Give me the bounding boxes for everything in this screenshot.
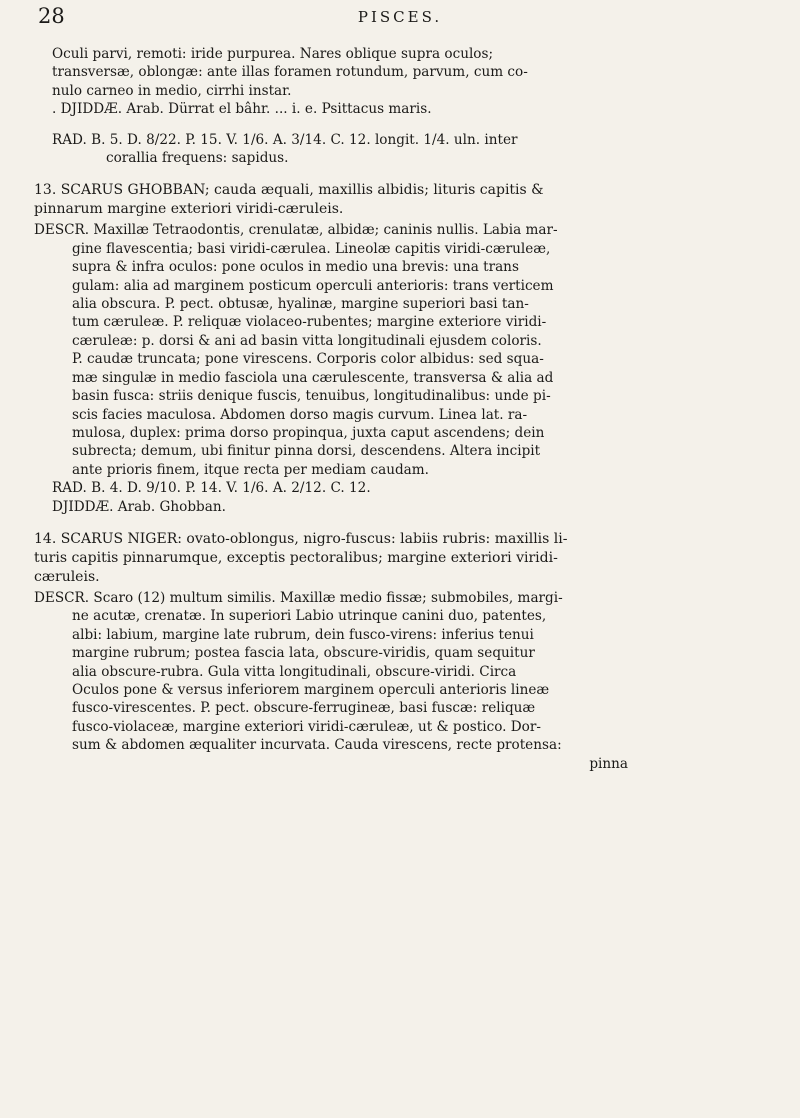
text-line: turis capitis pinnarumque, exceptis pectoralibus; margine exteriori viridi- [34, 549, 558, 566]
text-line: basin fusca: striis denique fuscis, tenuibus, longitudinalibus: unde pi- [72, 388, 551, 405]
text-line: mæ singulæ in medio fasciola una cærulescente, transversa & alia ad [72, 369, 554, 386]
paragraph-djiddae-arabic [34, 100, 778, 118]
description-14 [34, 589, 778, 773]
text-line: gine flavescentia; basi viridi-cærulea. Lineolæ capitis viridi-cæruleæ, [72, 240, 551, 257]
text-line: supra & infra oculos: pone oculos in medio una brevis: una trans [72, 259, 519, 276]
text-line: albi: labium, margine late rubrum, dein fusco-virens: inferius tenui [72, 626, 534, 643]
text-line: RAD. B. 5. D. 8/22. P. 15. V. 1/6. A. 3/14. C. 12. longit. 1/4. uln. inter [52, 131, 518, 148]
text-line: pinnarum margine exteriori viridi-cæruleis. [34, 201, 344, 218]
page-body [34, 45, 778, 773]
text-line: alia obscura. P. pect. obtusæ, hyalinæ, margine superiori basi tan- [72, 296, 529, 313]
text-line: alia obscure-rubra. Gula vitta longitudinali, obscure-viridi. Circa [72, 663, 517, 680]
text-line: fusco-virescentes. P. pect. obscure-ferrugineæ, basi fuscæ: reliquæ [72, 700, 536, 717]
text-line: Oculos pone & versus inferiorem marginem operculi anterioris lineæ [72, 681, 550, 698]
radii-formula-13: RAD. B. 4. D. 9/10. P. 14. V. 1/6. A. 2/12. C. 12. [52, 480, 371, 497]
arabic-name-13: DJIDDÆ. Arab. Ghobban. [52, 498, 226, 515]
text-line: scis facies maculosa. Abdomen dorso magis curvum. Linea lat. ra- [72, 406, 528, 423]
text-line: mulosa, duplex: prima dorso propinqua, juxta caput ascendens; dein [72, 424, 545, 441]
text-line: gulam: alia ad marginem posticum operculi anterioris: trans verticem [72, 277, 554, 294]
running-head: PISCES. [357, 8, 443, 26]
catchword: pinna [589, 755, 628, 772]
text-line: DESCR. Maxillæ Tetraodontis, crenulatæ, albidæ; caninis nullis. Labia mar- [34, 222, 558, 239]
text-line: sum & abdomen æqualiter incurvata. Cauda virescens, recte protensa: [72, 737, 562, 754]
text-line: cæruleis. [34, 568, 100, 585]
text-line: 14. SCARUS NIGER: ovato-oblongus, nigro-fuscus: labiis rubris: maxillis li- [34, 530, 568, 547]
text-line: P. caudæ truncata; pone virescens. Corporis color albidus: sed squa- [72, 351, 544, 368]
text-line: fusco-violaceæ, margine exteriori viridi-cæruleæ, ut & postico. Dor- [72, 718, 541, 735]
description-13 [34, 221, 778, 479]
page-number: 28 [38, 4, 65, 28]
text-line: . DJIDDÆ. Arab. Dürrat el bâhr. ... i. e. Psittacus maris. [52, 101, 432, 118]
text-line: transversæ, oblongæ: ante illas foramen rotundum, parvum, cum co- [52, 64, 528, 81]
text-line: tum cæruleæ. P. reliquæ violaceo-rubentes; margine exteriore viridi- [72, 314, 547, 331]
text-line: DESCR. Scaro (12) multum similis. Maxillæ medio fissæ; submobiles, margi- [34, 589, 563, 606]
text-line: margine rubrum; postea fascia lata, obscure-viridis, quam sequitur [72, 645, 535, 662]
radii-formula-12 [34, 131, 778, 168]
page-header [0, 4, 800, 32]
species-heading-14 [34, 530, 778, 587]
text-line: cæruleæ: p. dorsi & ani ad basin vitta longitudinali ejusdem coloris. [72, 332, 542, 349]
text-line: corallia frequens: sapidus. [106, 150, 289, 167]
paragraph-oculi [34, 45, 778, 100]
text-line: 13. SCARUS GHOBBAN; cauda æquali, maxillis albidis; lituris capitis & [34, 182, 544, 199]
species-heading-13 [34, 181, 778, 219]
text-line: ante prioris finem, itque recta per mediam caudam. [72, 461, 429, 478]
text-line: Oculi parvi, remoti: iride purpurea. Nares oblique supra oculos; [52, 46, 494, 62]
text-line: ne acutæ, crenatæ. In superiori Labio utrinque canini duo, patentes, [72, 608, 547, 625]
text-line: subrecta; demum, ubi finitur pinna dorsi, descendens. Altera incipit [72, 443, 541, 460]
text-line: nulo carneo in medio, cirrhi instar. [52, 82, 292, 99]
